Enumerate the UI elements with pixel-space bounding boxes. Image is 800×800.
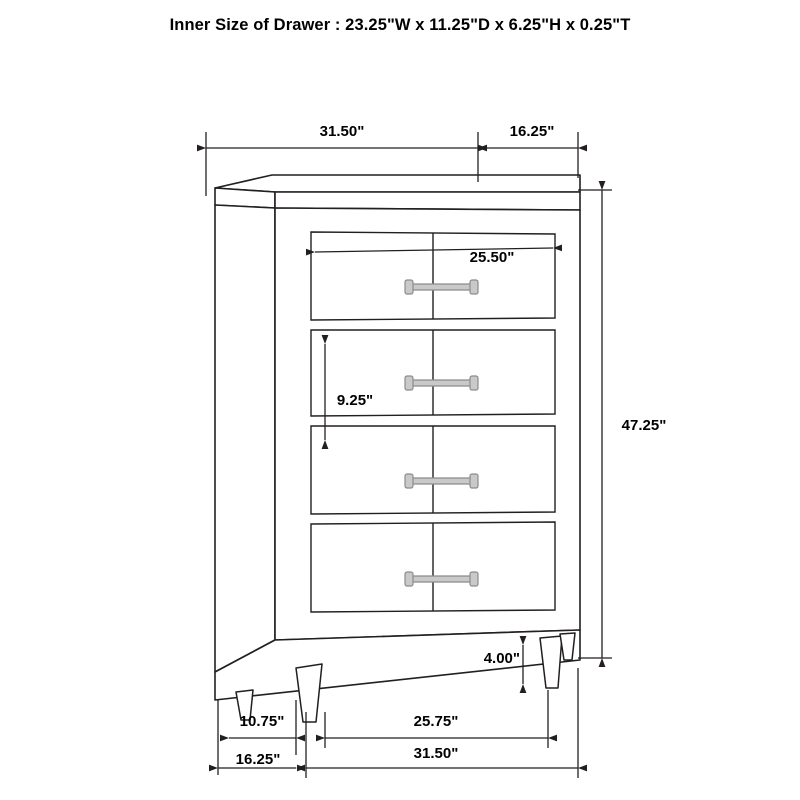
leg-front-left xyxy=(296,664,322,722)
leg-front-right xyxy=(540,636,562,688)
dim-label-drawer-height: 9.25" xyxy=(336,392,374,409)
dim-label-top-depth: 16.25" xyxy=(509,123,555,140)
dim-label-drawer-width: 25.50" xyxy=(469,249,515,266)
dim-label-base-width: 31.50" xyxy=(413,745,459,762)
chest-top-surface xyxy=(215,175,580,192)
dim-label-base-depth: 16.25" xyxy=(235,751,281,768)
chest-top-front xyxy=(275,192,580,210)
page-title: Inner Size of Drawer : 23.25"W x 11.25"D x 6.25"H x 0.25"T xyxy=(169,16,631,34)
dim-label-top-width: 31.50" xyxy=(319,123,365,140)
dim-overall-height xyxy=(578,190,612,658)
dim-label-overall-height: 47.25" xyxy=(621,417,667,434)
dim-label-leg-height: 4.00" xyxy=(483,650,520,667)
chest-left-side xyxy=(215,205,275,672)
dim-label-foot-inset: 10.75" xyxy=(239,713,285,730)
dim-label-base-inner-width: 25.75" xyxy=(413,713,459,730)
